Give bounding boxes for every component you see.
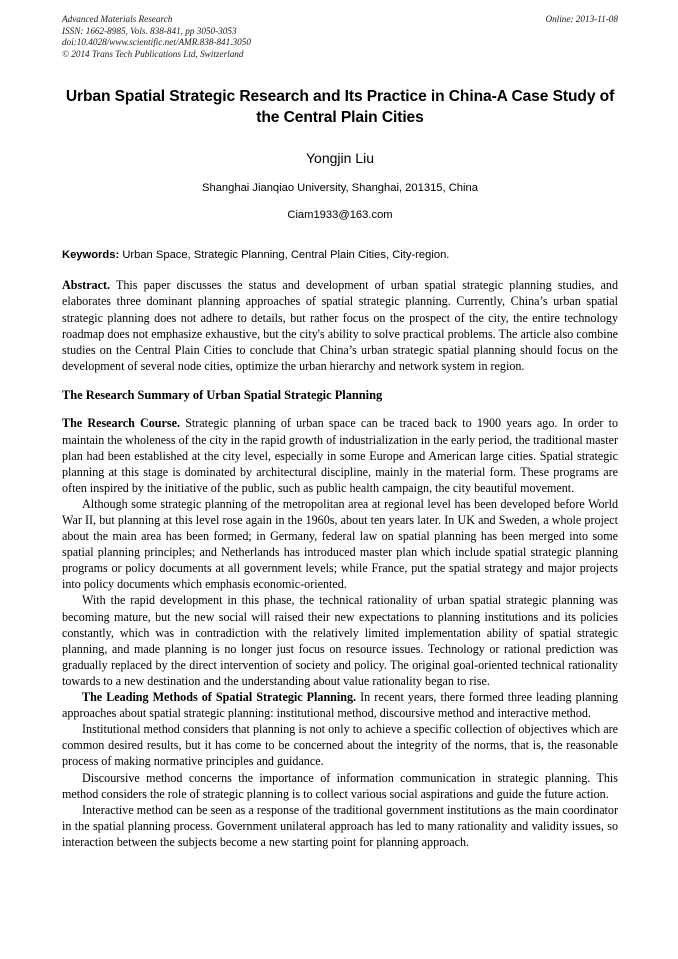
body-paragraph [62,721,618,769]
paragraph-runin-heading: The Leading Methods of Spatial Strategic Planning. [82,690,357,705]
paragraph-text: Discoursive method concerns the importance of information communication in strategic planning. This method considers the role of strategic planning is to collect various social aspirations and guide the future action. [62,770,618,801]
author-email: Ciam1933@163.com [287,209,393,222]
copyright-line: © 2014 Trans Tech Publications Ltd, Switzerland [62,48,244,59]
issn-line: ISSN: 1662-8985, Vols. 838-841, pp 3050-3053 [62,25,237,36]
journal-name: Advanced Materials Research [62,14,173,24]
body-paragraph [62,592,618,689]
body-paragraph [62,496,618,593]
author-name: Yongjin Liu [306,150,374,167]
paragraph-text: Interactive method can be seen as a response of the traditional government institutions as the main coordinator in the spatial planning process. Government unilateral approach has led to many rationality and validity issues, so interaction between the subjects become a new starting point for planning approach. [62,802,618,849]
paragraph-runin-heading: The Research Course. [62,416,180,431]
body-paragraph [62,802,618,850]
page-content [62,14,618,850]
doi-line: doi:10.4028/www.scientific.net/AMR.838-841.3050 [62,37,251,48]
page-title: Urban Spatial Strategic Research and Its Practice in China-A Case Study of the Central Plain Cities [65,88,615,127]
author-affiliation: Shanghai Jianqiao University, Shanghai, 201315, China [202,182,478,195]
journal-header [62,14,618,60]
paragraph-text: Institutional method considers that planning is not only to achieve a specific collection of objectives which are common desired results, but it has come to be concerned about the integrity of the norms, that is, the reasonable process of making normative principles and guidance. [62,722,618,769]
keywords-line [62,248,618,263]
abstract-label: Abstract. [62,278,111,293]
keywords-value: Urban Space, Strategic Planning, Central Plain Cities, City-region. [122,249,450,262]
online-date: Online: 2013-11-08 [545,14,618,24]
paragraph-text: In recent years, there formed three leading planning approaches about spatial strategic planning: institutional method, discoursive method and interactive method. [62,690,619,721]
section-heading-1: The Research Summary of Urban Spatial Strategic Planning [62,387,383,402]
paragraph-text: Although some strategic planning of the metropolitan area at regional level has been developed before World War II, but planning at this level rose again in the 1960s, about ten years later. In UK and Sweden, a whole project about the main area has been formed; in Germany, federal law on spatial planning has been merged into some spatial planning principles; and Netherlands has introduced master plan which include spatial strategic planning programs or policy documents at all government levels; while France, put the spatial strategy and major projects into policy documents which emphasis economic-oriented. [62,496,618,592]
article-body [62,277,618,850]
body-paragraph [62,770,618,802]
keywords-label: Keywords: [62,249,120,262]
abstract-text: This paper discusses the status and development of urban spatial strategic planning studies, and elaborates three dominant planning approaches of spatial strategic planning. Currently, China’s urban spatial strategic planning does not adhere to details, but rather focus on the prospect of the city, the entire technology roadmap does not emphasize exhaustive, but the city's ability to solve practical problems. The article also combine studies on the Central Plain Cities to conclude that China’s urban strategic spatial planning should focus on the development of several node cities, optimize the urban hierarchy and network system in region. [62,278,618,373]
body-paragraph [62,415,618,495]
abstract-paragraph [62,277,618,374]
paragraph-text: Strategic planning of urban space can be traced back to 1900 years ago. In order to maintain the wholeness of the city in the rapid growth of industrialization in the early period, the traditional master plan had been established at the city level, especially in some Europe and American large cities. Spatial strategic planning at this stage is dominated by architectural discipline, mainly in the material form. These programs are often inspired by the initiative of the public, such as public health campaign, the city beautiful movement. [62,416,618,495]
paragraph-text: With the rapid development in this phase, the technical rationality of urban spatial strategic planning was becoming mature, but the new social will raised their new expectations to planning institutions and its policies constantly, which was in contradiction with the relatively limited implementation ability of spatial strategic planning, and made planning is no longer just focus on resource issues. Technology or rational prediction was gradually replaced by the direct intervention of society and policy. The original goal-oriented technical rationality towards to a new destination and the understanding about value rationality began to rise. [62,593,618,688]
body-paragraph [62,689,618,721]
